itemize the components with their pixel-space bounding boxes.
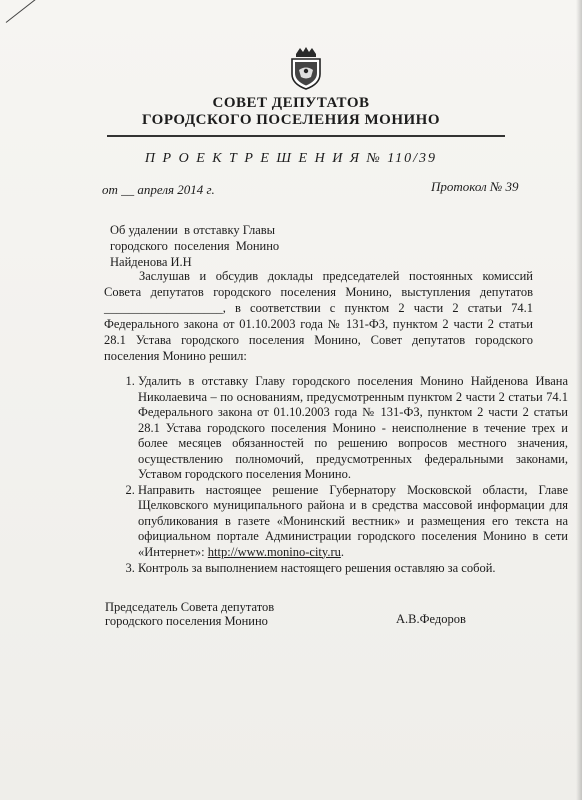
list-item: [138, 374, 568, 483]
signature-name: А.В.Федоров: [396, 612, 466, 626]
subject-line: городского поселения Монино: [110, 239, 280, 253]
org-name-line1: СОВЕТ ДЕПУТАТОВ: [212, 95, 370, 111]
subject-line: Об удалении в отставку Главы: [110, 223, 276, 237]
list-item: 2. Направить настоящее решение Губернатору Московской области, Главе Щелковского муниципального района и в средства массовой информации для опубликования в газете «Монинский вестник» и размещения его текста на официальном портале Администрации городского поселения Монино в сети «Интернет»: http://www.monino-city.ru.: [138, 483, 568, 561]
protocol-number: Протокол № 39: [431, 179, 519, 194]
header-rule: [107, 135, 505, 137]
preamble-paragraph: Заслушав и обсудив доклады председателей постоянных комиссий Совета депутатов городского поселения Монино, выступления депутатов ___________________, в соответствии с пунктом 2 части 2 статьи 74.1 Федерального закона от 01.10.2003 года № 131-ФЗ, пунктом 2 части 2 статьи 28.1 Устава городского поселения Монино, Совет депутатов городского поселения Монино решил:: [104, 269, 533, 363]
item-text: Удалить в отставку Главу городского поселения Монино Найденова Ивана Николаевича – по основаниям, предусмотренным пунктом 2 части 2 статьи 74.1 Федерального закона от 01.10.2003 года № 131-ФЗ, пунктом 2 части 2 статьи 28.1 Устава городского поселения Монино - неисполнение в течение трех и более месяцев обязанностей по решению вопросов местного значения, осуществлению полномочий, предусмотренных федеральными законами, Уставом городского поселения Монино.: [138, 374, 568, 481]
signature-title: городского поселения Монино: [105, 614, 268, 628]
decision-title: П Р О Е К Т Р Е Ш Е Н И Я № 110/39: [144, 151, 438, 166]
subject-line: Найденова И.Н: [110, 255, 192, 269]
org-name-line2: ГОРОДСКОГО ПОСЕЛЕНИЯ МОНИНО: [142, 112, 440, 128]
coat-of-arms-emblem: [286, 46, 326, 90]
list-item: [138, 561, 568, 577]
decision-items-list: [104, 374, 568, 577]
item-text: Контроль за выполнением настоящего решения оставляю за собой.: [138, 561, 496, 575]
website-link[interactable]: http://www.monino-city.ru: [207, 544, 341, 559]
signature-title: Председатель Совета депутатов: [105, 600, 275, 614]
decision-date: от __ апреля 2014 г.: [102, 182, 215, 197]
item-text: Направить настоящее решение Губернатору Московской области, Главе Щелковского муниципального района и в средства массовой информации для опубликования в газете «Монинский вестник» и размещения его текста на официальном портале Администрации городского поселения Монино в сети «Интернет»:: [138, 482, 568, 559]
